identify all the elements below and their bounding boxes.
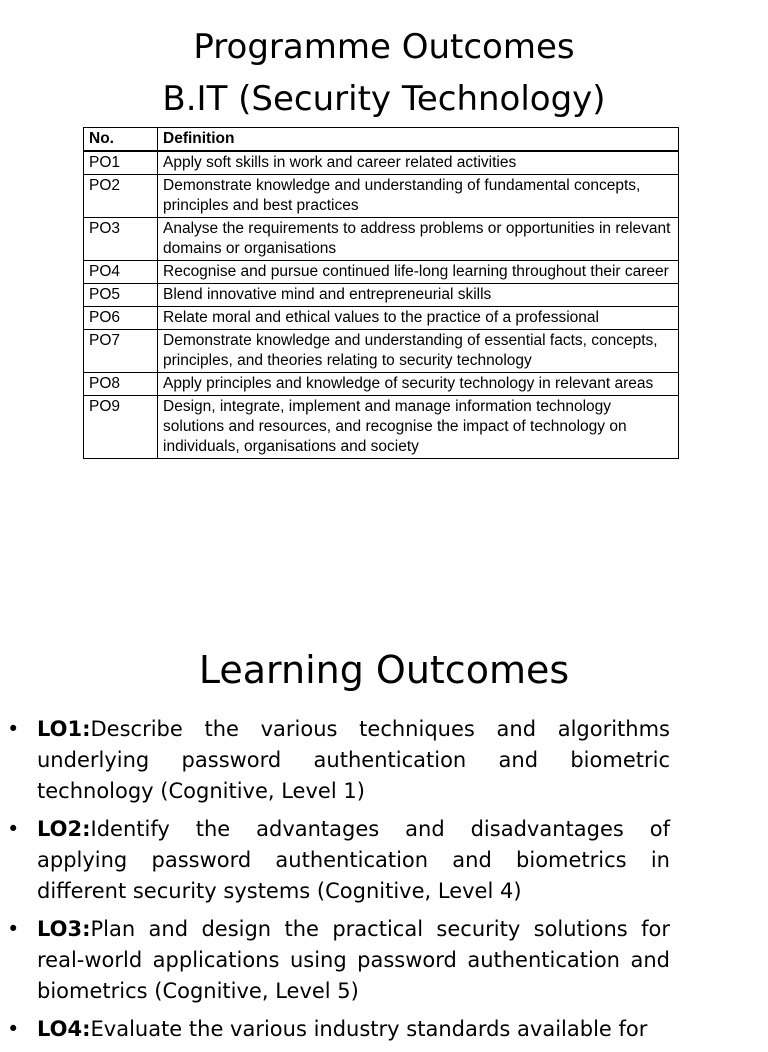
lo-code: LO2:	[37, 817, 91, 841]
list-item	[7, 914, 670, 1007]
po-number: PO4	[84, 261, 158, 284]
lo-code: LO3:	[37, 917, 91, 941]
bullet-icon: •	[7, 917, 20, 941]
lo-text: Plan and design the practical security solutions for real-world applications using password authentication and biometrics (Cognitive, Level 5)	[37, 917, 670, 1003]
po-number: PO9	[84, 396, 158, 459]
po-definition: Demonstrate knowledge and understanding of essential facts, concepts, principles, and theories relating to security technology	[158, 330, 679, 373]
bullet-icon: •	[7, 1017, 20, 1041]
lo-text: Identify the advantages and disadvantages of applying password authentication and biometrics in different security systems (Cognitive, Level 4)	[37, 817, 670, 903]
table-row	[84, 373, 679, 396]
list-item	[7, 814, 670, 907]
lo-text: Evaluate the various industry standards available for	[90, 1017, 648, 1041]
table-row	[84, 330, 679, 373]
learning-outcomes-list	[0, 714, 768, 1052]
po-definition: Analyse the requirements to address problems or opportunities in relevant domains or organisations	[158, 218, 679, 261]
column-header-definition: Definition	[158, 128, 679, 152]
table-header-row	[84, 128, 679, 152]
po-definition: Demonstrate knowledge and understanding of fundamental concepts, principles and best practices	[158, 175, 679, 218]
po-definition: Relate moral and ethical values to the practice of a professional	[158, 307, 679, 330]
table-row	[84, 307, 679, 330]
po-definition: Blend innovative mind and entrepreneurial skills	[158, 284, 679, 307]
po-number: PO3	[84, 218, 158, 261]
lo-text: Describe the various techniques and algorithms underlying password authentication and biometric technology (Cognitive, Level 1)	[37, 717, 670, 803]
column-header-no: No.	[84, 128, 158, 152]
page-title-line-2: B.IT (Security Technology)	[162, 79, 606, 119]
po-number: PO1	[84, 151, 158, 175]
table-row	[84, 175, 679, 218]
bullet-icon: •	[7, 817, 20, 841]
table-row	[84, 151, 679, 175]
po-number: PO5	[84, 284, 158, 307]
po-number: PO6	[84, 307, 158, 330]
po-definition: Recognise and pursue continued life-long learning throughout their career	[158, 261, 679, 284]
table-row	[84, 396, 679, 459]
learning-outcomes-title: Learning Outcomes	[198, 648, 570, 692]
po-number: PO7	[84, 330, 158, 373]
table-row	[84, 284, 679, 307]
po-definition: Design, integrate, implement and manage information technology solutions and resources, and recognise the impact of technology on individuals, organisations and society	[158, 396, 679, 459]
page-title-line-1: Programme Outcomes	[193, 27, 575, 67]
table-row	[84, 261, 679, 284]
bullet-icon: •	[7, 717, 20, 741]
lo-code: LO1:	[37, 717, 91, 741]
po-number: PO2	[84, 175, 158, 218]
list-item	[7, 714, 670, 807]
po-definition: Apply soft skills in work and career related activities	[158, 151, 679, 175]
lo-code: LO4:	[37, 1017, 91, 1041]
table-row	[84, 218, 679, 261]
list-item	[7, 1014, 670, 1045]
po-definition: Apply principles and knowledge of security technology in relevant areas	[158, 373, 679, 396]
po-number: PO8	[84, 373, 158, 396]
programme-outcomes-table	[83, 127, 679, 459]
